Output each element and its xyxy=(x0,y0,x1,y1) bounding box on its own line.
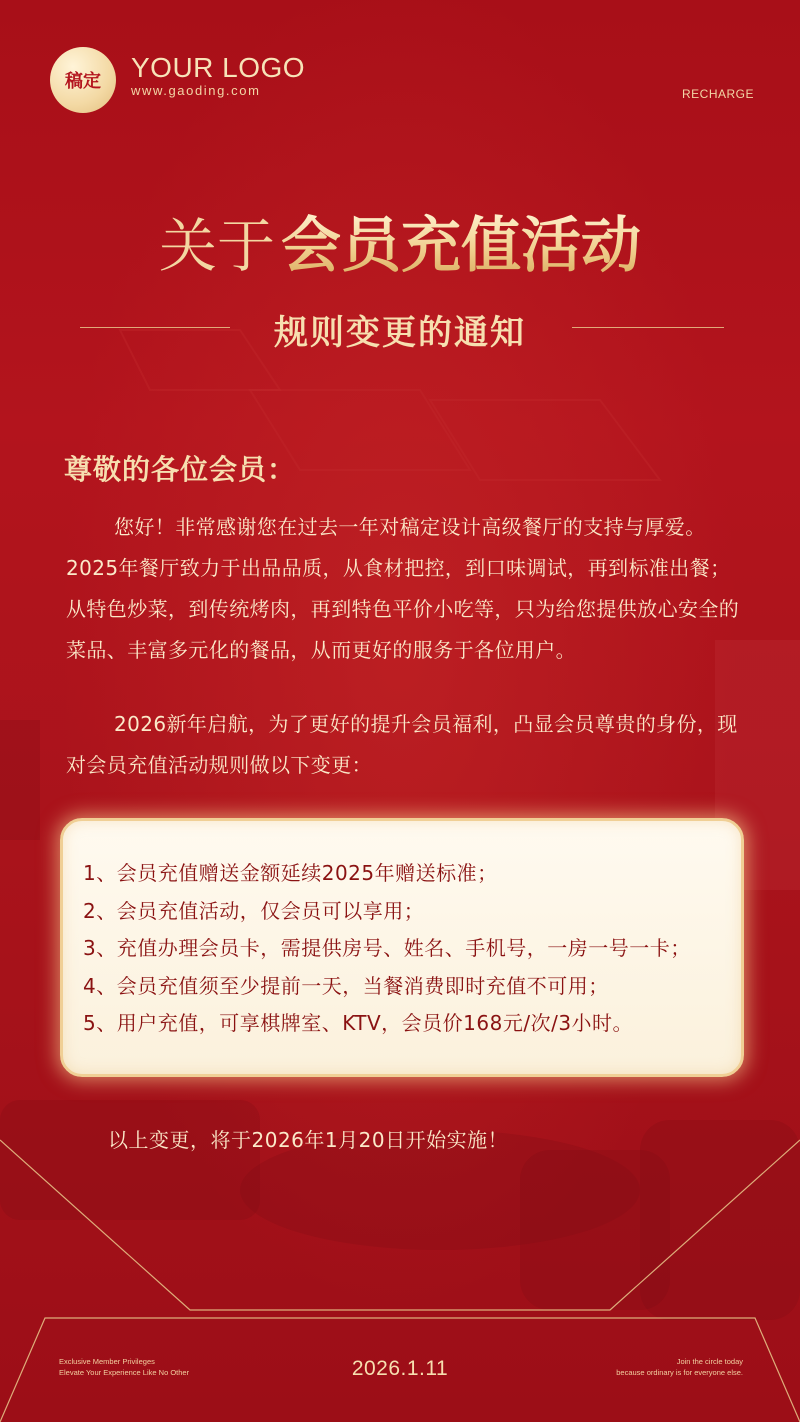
rule-item: 2、会员充值活动，仅会员可以享用； xyxy=(83,898,425,923)
footer-right-line-1: Join the circle today xyxy=(676,1357,743,1366)
rules-panel xyxy=(60,818,744,1077)
logo-title: YOUR LOGO xyxy=(131,52,306,83)
greeting: 尊敬的各位会员： xyxy=(64,453,297,486)
footer-right-line-2: because ordinary is for everyone else. xyxy=(616,1368,743,1377)
body-paragraph-2: 2026新年启航，为了更好的提升会员福利，凸显会员尊贵的身份，现对会员充值活动规则做以下变更： xyxy=(66,712,738,777)
title-prefix: 关于 xyxy=(158,212,275,280)
effective-notice: 以上变更，将于2026年1月20日开始实施！ xyxy=(108,1128,509,1152)
footer-date: 2026.1.11 xyxy=(351,1357,449,1380)
rules-list xyxy=(83,855,691,1043)
footer-left-line-1: Exclusive Member Privileges xyxy=(59,1357,155,1366)
rule-item: 5、用户充值，可享棋牌室、KTV，会员价168元/次/3小时。 xyxy=(83,1011,634,1035)
recharge-tag: RECHARGE xyxy=(681,87,754,101)
footer-left-line-2: Elevate Your Experience Like No Other xyxy=(59,1368,190,1377)
logo-url: www.gaoding.com xyxy=(131,83,261,98)
rule-item: 4、会员充值须至少提前一天，当餐消费即时充值不可用； xyxy=(83,973,609,998)
page-subtitle: 规则变更的通知 xyxy=(274,313,526,353)
title-main: 会员充值活动 xyxy=(281,211,641,281)
footer-right-tagline xyxy=(616,1356,743,1378)
rule-item: 3、充值办理会员卡，需提供房号、姓名、手机号，一房一号一卡； xyxy=(83,936,691,960)
page-title xyxy=(0,198,800,284)
body-paragraph-1: 您好！非常感谢您在过去一年对稿定设计高级餐厅的支持与厚爱。2025年餐厅致力于出品品质，从食材把控，到口味调试，再到标准出餐；从特色炒菜，到传统烤肉，再到特色平价小吃等，只为给您提供放心安全的菜品、丰富多元化的餐品，从而更好的服务于各位用户。 xyxy=(66,515,740,662)
rule-item: 1、会员充值赠送金额延续2025年赠送标准； xyxy=(83,861,498,885)
logo-mark xyxy=(50,47,116,113)
logo-mark-text: 稿定 xyxy=(65,71,101,92)
